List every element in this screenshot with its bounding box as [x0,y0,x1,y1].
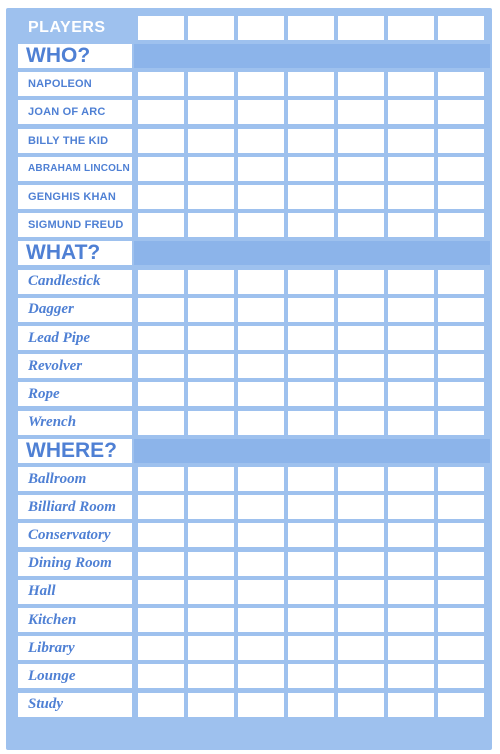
mark-cell[interactable] [438,467,484,491]
mark-cell[interactable] [438,354,484,378]
mark-cell[interactable] [188,185,234,209]
player-name-cell-7[interactable] [438,16,484,40]
mark-cell[interactable] [188,411,234,435]
mark-cell[interactable] [338,270,384,294]
row-label: Lead Pipe [18,326,132,350]
mark-cell[interactable] [438,270,484,294]
mark-cell[interactable] [188,523,234,547]
mark-cell[interactable] [188,100,234,124]
mark-cell[interactable] [338,382,384,406]
mark-cell[interactable] [388,100,434,124]
player-name-cell-2[interactable] [188,16,234,40]
mark-cell[interactable] [388,270,434,294]
mark-cell[interactable] [288,664,334,688]
mark-cell[interactable] [338,693,384,717]
mark-cell[interactable] [288,552,334,576]
mark-cell[interactable] [388,523,434,547]
mark-cell[interactable] [138,270,184,294]
mark-cell[interactable] [438,495,484,519]
mark-cell[interactable] [138,382,184,406]
mark-cell[interactable] [388,354,434,378]
row-label: SIGMUND FREUD [18,213,132,237]
mark-cell[interactable] [338,354,384,378]
mark-cell[interactable] [188,495,234,519]
mark-cell[interactable] [288,213,334,237]
mark-cell[interactable] [338,636,384,660]
mark-cell[interactable] [238,693,284,717]
mark-cell[interactable] [438,636,484,660]
mark-cell[interactable] [338,467,384,491]
section-band-who [134,44,490,68]
mark-cell[interactable] [288,411,334,435]
mark-cell[interactable] [288,185,334,209]
row-label: JOAN OF ARC [18,100,132,124]
mark-cell[interactable] [338,213,384,237]
mark-cell[interactable] [238,467,284,491]
mark-cell[interactable] [238,382,284,406]
row-label: NAPOLEON [18,72,132,96]
row-label: GENGHIS KHAN [18,185,132,209]
mark-cell[interactable] [138,467,184,491]
mark-cell[interactable] [438,523,484,547]
mark-cell[interactable] [438,298,484,322]
section-title-where: WHERE? [18,439,132,463]
mark-cell[interactable] [388,72,434,96]
section-title-who: WHO? [18,44,132,68]
mark-cell[interactable] [388,580,434,604]
row-label: Revolver [18,354,132,378]
mark-cell[interactable] [438,72,484,96]
mark-cell[interactable] [188,552,234,576]
mark-cell[interactable] [238,664,284,688]
mark-cell[interactable] [188,326,234,350]
mark-cell[interactable] [238,157,284,181]
mark-cell[interactable] [188,213,234,237]
mark-cell[interactable] [138,213,184,237]
mark-cell[interactable] [138,664,184,688]
mark-cell[interactable] [338,129,384,153]
row-label: Study [18,693,132,717]
mark-cell[interactable] [138,523,184,547]
mark-cell[interactable] [138,495,184,519]
mark-cell[interactable] [438,213,484,237]
mark-cell[interactable] [338,608,384,632]
mark-cell[interactable] [188,608,234,632]
mark-cell[interactable] [288,326,334,350]
mark-cell[interactable] [388,213,434,237]
mark-cell[interactable] [288,270,334,294]
mark-cell[interactable] [288,580,334,604]
mark-cell[interactable] [288,467,334,491]
mark-cell[interactable] [438,664,484,688]
section-title-what: WHAT? [18,241,132,265]
mark-cell[interactable] [188,636,234,660]
mark-cell[interactable] [188,129,234,153]
mark-cell[interactable] [288,354,334,378]
mark-cell[interactable] [288,100,334,124]
mark-cell[interactable] [388,636,434,660]
mark-cell[interactable] [438,129,484,153]
mark-cell[interactable] [388,185,434,209]
mark-cell[interactable] [338,411,384,435]
mark-cell[interactable] [388,467,434,491]
mark-cell[interactable] [238,213,284,237]
mark-cell[interactable] [388,608,434,632]
mark-cell[interactable] [438,693,484,717]
mark-cell[interactable] [138,608,184,632]
mark-cell[interactable] [138,354,184,378]
mark-cell[interactable] [388,382,434,406]
mark-cell[interactable] [288,382,334,406]
mark-cell[interactable] [138,185,184,209]
section-band-what [134,241,490,265]
mark-cell[interactable] [388,326,434,350]
row-label: Candlestick [18,270,132,294]
row-label: Ballroom [18,467,132,491]
mark-cell[interactable] [288,523,334,547]
mark-cell[interactable] [388,157,434,181]
mark-cell[interactable] [138,552,184,576]
mark-cell[interactable] [338,72,384,96]
mark-cell[interactable] [188,664,234,688]
player-name-cell-6[interactable] [388,16,434,40]
row-label: Library [18,636,132,660]
mark-cell[interactable] [338,157,384,181]
mark-cell[interactable] [438,580,484,604]
mark-cell[interactable] [338,580,384,604]
mark-cell[interactable] [238,636,284,660]
mark-cell[interactable] [238,326,284,350]
mark-cell[interactable] [188,693,234,717]
mark-cell[interactable] [238,523,284,547]
mark-cell[interactable] [138,100,184,124]
mark-cell[interactable] [138,129,184,153]
mark-cell[interactable] [438,552,484,576]
section-band-where [134,439,490,463]
row-label: Conservatory [18,523,132,547]
mark-cell[interactable] [238,129,284,153]
mark-cell[interactable] [288,495,334,519]
mark-cell[interactable] [138,693,184,717]
player-name-cell-5[interactable] [338,16,384,40]
mark-cell[interactable] [438,382,484,406]
row-label: ABRAHAM LINCOLN [18,157,132,181]
row-label: Kitchen [18,608,132,632]
mark-cell[interactable] [338,100,384,124]
mark-cell[interactable] [388,495,434,519]
player-name-cell-4[interactable] [288,16,334,40]
mark-cell[interactable] [388,129,434,153]
player-name-cell-3[interactable] [238,16,284,40]
mark-cell[interactable] [238,552,284,576]
mark-cell[interactable] [138,157,184,181]
row-label: Dagger [18,298,132,322]
mark-cell[interactable] [288,157,334,181]
row-label: Rope [18,382,132,406]
mark-cell[interactable] [238,495,284,519]
mark-cell[interactable] [188,354,234,378]
mark-cell[interactable] [438,608,484,632]
mark-cell[interactable] [438,411,484,435]
mark-cell[interactable] [188,298,234,322]
mark-cell[interactable] [288,693,334,717]
mark-cell[interactable] [238,100,284,124]
mark-cell[interactable] [188,382,234,406]
mark-cell[interactable] [188,72,234,96]
mark-cell[interactable] [438,326,484,350]
mark-cell[interactable] [288,608,334,632]
mark-cell[interactable] [338,523,384,547]
mark-cell[interactable] [188,270,234,294]
row-label: Billiard Room [18,495,132,519]
mark-cell[interactable] [338,664,384,688]
mark-cell[interactable] [438,157,484,181]
mark-cell[interactable] [338,326,384,350]
mark-cell[interactable] [288,72,334,96]
mark-cell[interactable] [388,664,434,688]
mark-cell[interactable] [238,298,284,322]
mark-cell[interactable] [138,411,184,435]
mark-cell[interactable] [388,411,434,435]
players-label: PLAYERS [28,19,106,36]
mark-cell[interactable] [238,354,284,378]
mark-cell[interactable] [188,580,234,604]
mark-cell[interactable] [188,157,234,181]
mark-cell[interactable] [288,636,334,660]
mark-cell[interactable] [138,636,184,660]
mark-cell[interactable] [188,467,234,491]
mark-cell[interactable] [388,552,434,576]
row-label: Lounge [18,664,132,688]
mark-cell[interactable] [288,129,334,153]
mark-cell[interactable] [438,185,484,209]
mark-cell[interactable] [438,100,484,124]
row-label: Hall [18,580,132,604]
row-label: Wrench [18,411,132,435]
player-name-cell-1[interactable] [138,16,184,40]
mark-cell[interactable] [138,298,184,322]
mark-cell[interactable] [238,270,284,294]
mark-cell[interactable] [338,298,384,322]
mark-cell[interactable] [238,185,284,209]
mark-cell[interactable] [338,495,384,519]
mark-cell[interactable] [238,580,284,604]
mark-cell[interactable] [338,552,384,576]
row-label: Dining Room [18,552,132,576]
mark-cell[interactable] [138,580,184,604]
mark-cell[interactable] [338,185,384,209]
mark-cell[interactable] [388,298,434,322]
mark-cell[interactable] [238,411,284,435]
mark-cell[interactable] [388,693,434,717]
score-sheet [6,8,492,750]
mark-cell[interactable] [138,326,184,350]
mark-cell[interactable] [238,608,284,632]
mark-cell[interactable] [138,72,184,96]
row-label: BILLY THE KID [18,129,132,153]
mark-cell[interactable] [288,298,334,322]
mark-cell[interactable] [238,72,284,96]
